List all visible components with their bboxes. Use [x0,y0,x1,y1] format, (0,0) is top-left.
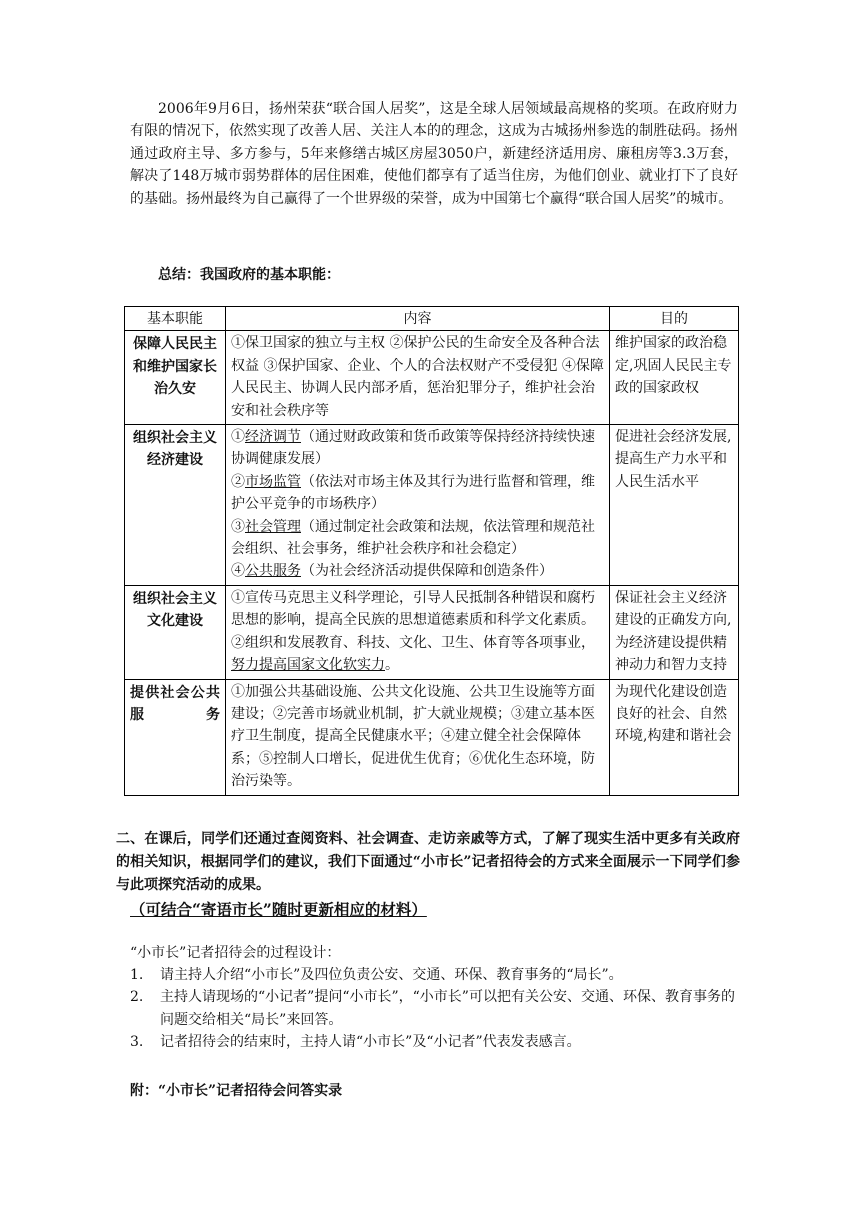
function-cell: 保障人民民主和维护国家长治久安 [125,331,226,425]
function-cell: 组织社会主义经济建设 [125,425,226,586]
summary-heading: 总结：我国政府的基本职能： [158,267,340,283]
content-cell: ①保卫国家的独立与主权 ②保护公民的生命安全及各种合法权益 ③保护国家、企业、个人的合法权财产不受侵犯 ④保障人民民主、协调人民内部矛盾，惩治犯罪分子，维护社会治安和社会秩序等 [226,331,610,425]
item-detail: （依法对市场主体及其行为进行监督和管理，维护公平竞争的市场秩序） [231,473,595,513]
content-item [231,471,604,516]
item-detail: （通过制定社会政策和法规，依法管理和规范社会组织、社会事务，维护社会秩序和社会稳定） [231,518,595,558]
table-header-row [125,307,739,331]
item-marker: ④ [231,563,245,580]
function-cell: 提供社会公共服务 [125,679,226,795]
step-text: 请主持人介绍“小市长”及四位负责公安、交通、环保、教育事务的“局长”。 [160,967,623,983]
content-cell [226,585,610,679]
process-design-title: “小市长”记者招待会的过程设计： [130,945,341,961]
item-detail: （通过财政政策和货币政策等保持经济持续快速协调健康发展） [231,429,595,468]
update-note: （可结合“寄语市长”随时更新相应的材料） [130,900,427,919]
function-cell: 组织社会主义文化建设 [125,585,226,679]
step-number: 1. [130,967,144,983]
content-item [231,560,604,582]
item-detail: （为社会经济活动提供保障和创造条件） [301,563,553,580]
list-item [130,964,738,986]
header-purpose: 目的 [610,307,739,331]
item-term: 社会管理 [245,518,301,535]
item-marker: ② [231,473,245,490]
step-text: 主持人请现场的“小记者”提问“小市长”，“小市长”可以把有关公安、交通、环保、教育事务的问题交给相关“局长”来回答。 [160,989,735,1028]
appendix-heading: 附：“小市长”记者招待会问答实录 [130,1083,343,1099]
step-text: 记者招待会的结束时，主持人请“小市长”及“小记者”代表发表感言。 [160,1034,581,1051]
item-term: 市场监管 [245,473,301,490]
header-function: 基本职能 [125,307,226,331]
table-row [125,331,739,425]
table-row [125,585,739,679]
header-content: 内容 [226,307,610,331]
step-number: 2. [130,989,144,1006]
item-marker: ③ [231,518,245,535]
item-term: 公共服务 [245,563,301,580]
content-item [231,516,604,561]
content-text: ①宣传马克思主义科学理论，引导人民抵制各种错误和腐朽思想的影响，提高全民族的思想道德素质和科学文化素质。②组织和发展教育、科技、文化、卫生、体育等各项事业， [231,589,595,651]
intro-paragraph: 2006年9月6日，扬州荣获“联合国人居奖”，这是全球人居领域最高规格的奖项。在政府财力有限的情况下，依然实现了改善人居、关注人本的的理念，这成为古城扬州参选的制胜砝码。扬州通过政府主导、多方参与，5年来修缮古城区房屋3050户，新建经济适用房、廉租房等3.3万套，解决了148万城市弱势群体的居住困难，使他们都享有了适当住房，为他们创业、就业打下了良好的基础。扬州最终为自己赢得了一个世界级的荣誉，成为中国第七个赢得“联合国人居奖”的城市。 [130,101,738,207]
content-cell: ①加强公共基础设施、公共文化设施、公共卫生设施等方面建设；②完善市场就业机制，扩大就业规模；③建立基本医疗卫生制度，提高全民健康水平；④建立健全社会保障体系；⑤控制人口增长，促进优生优育；⑥优化生态环境，防治污染等。 [226,679,610,795]
item-marker: ① [231,429,245,446]
content-cell [226,425,610,586]
purpose-cell: 促进社会经济发展,提高生产力水平和人民生活水平 [610,425,739,586]
item-term: 经济调节 [245,429,301,446]
process-steps-list [130,964,738,1054]
purpose-cell: 为现代化建设创造良好的社会、自然环境,构建和谐社会 [610,679,739,795]
list-item [130,986,738,1031]
purpose-cell: 维护国家的政治稳定,巩固人民民主专政的国家政权 [610,331,739,425]
step-number: 3. [130,1034,144,1051]
table-row [125,425,739,586]
section-two-paragraph: 二、在课后，同学们还通过查阅资料、社会调查、走访亲戚等方式，了解了现实生活中更多有关政府的相关知识，根据同学们的建议，我们下面通过“小市长”记者招待会的方式来全面展示一下同学们参与此项探究活动的成果。 [116,831,740,893]
content-item [231,426,604,471]
content-end: 。 [385,657,399,674]
purpose-cell: 保证社会主义经济建设的正确发方向,为经济建设提供精神动力和智力支持 [610,585,739,679]
list-item [130,1031,738,1053]
content-underlined: 努力提高国家文化软实力 [231,657,385,674]
government-functions-table [124,306,739,796]
table-row [125,679,739,795]
